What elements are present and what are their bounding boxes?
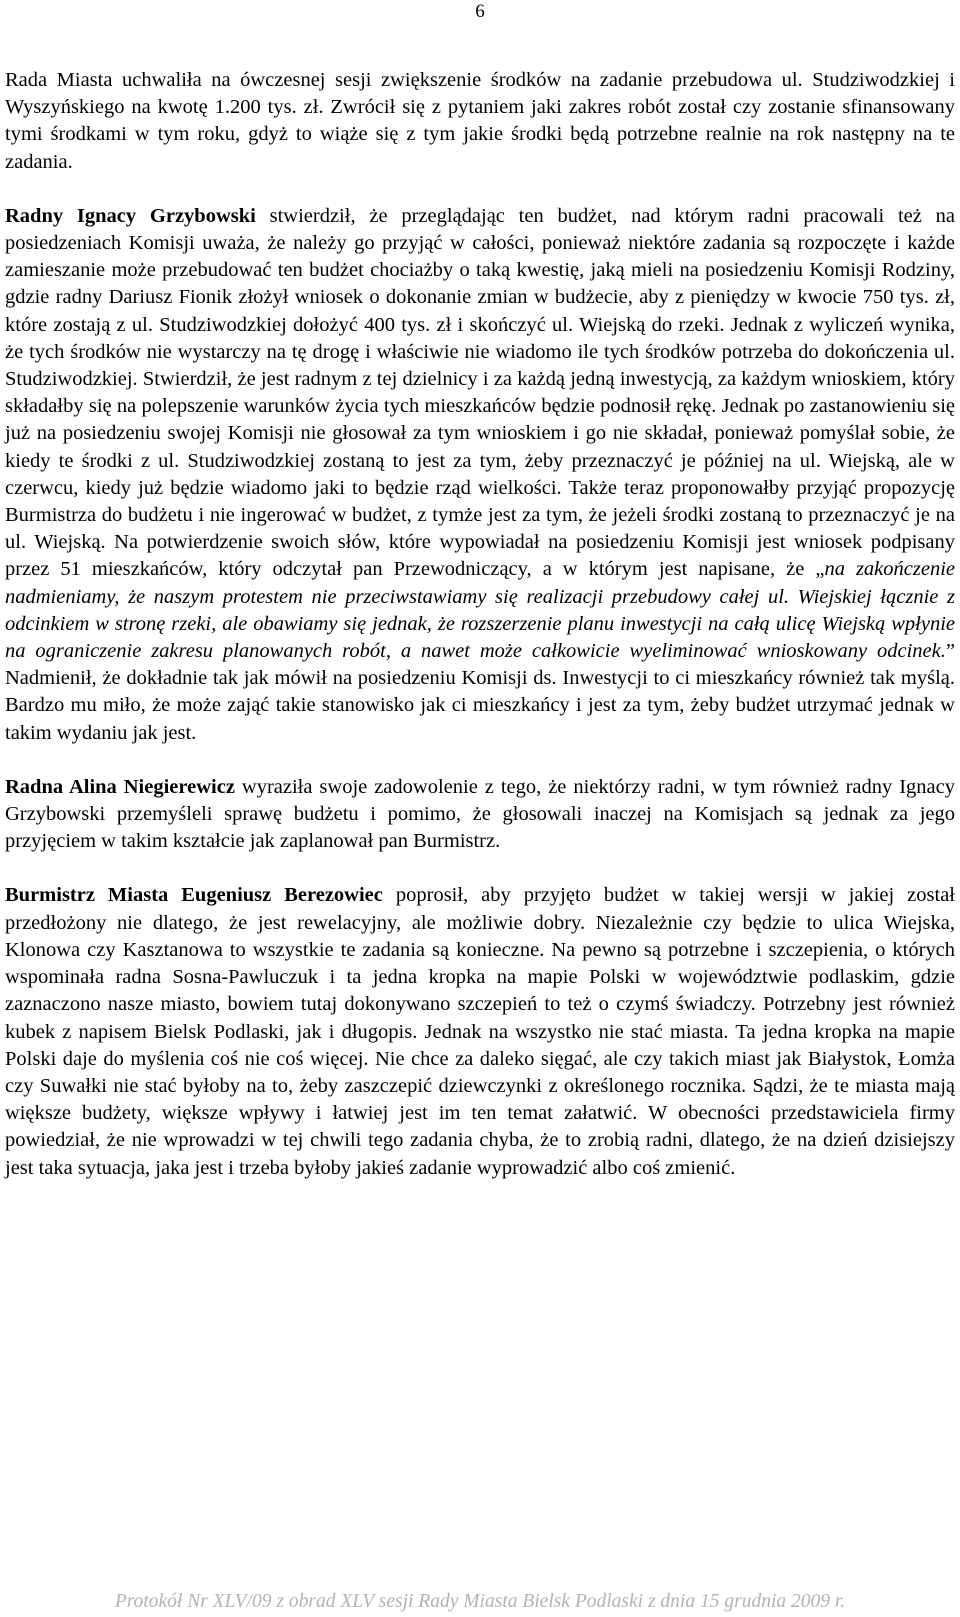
page-footer: Protokół Nr XLV/09 z obrad XLV sesji Rady Miasta Bielsk Podlaski z dnia 15 grudnia 2009 r. [114, 1591, 846, 1612]
paragraph-berezowiec [5, 882, 955, 1181]
document-body [5, 67, 955, 1182]
petition-quote: na zakończenie nadmieniamy, że naszym protestem nie przeciwstawiamy się realizacji przebudowy całej ul. Wiejskiej łącznie z odcinkiem w stronę rzeki, ale obawiamy się jednak, że rozszerzenie planu inwestycji na całą ulicę Wiejską wpłynie na ograniczenie zakresu planowanych robót, a nawet może całkowicie wyeliminować wnioskowany odcinek. [5, 558, 956, 663]
paragraph-text: Rada Miasta uchwaliła na ówczesnej sesji zwiększenie środków na zadanie przebudowa ul. Studziwodzkiej i Wyszyńskiego na kwotę 1.200 tys. zł. Zwrócił się z pytaniem jaki zakres robót został czy zostanie sfinansowany tymi środkami w tym roku, gdyż to wiąże się z tym jakie środki będą potrzebne realnie na rok następny na te zadania. [5, 69, 955, 173]
paragraph-text: poprosił, aby przyjęto budżet w takiej wersji w jakiej został przedłożony nie dlatego, że jest rewelacyjny, ale możliwie dobry. Niezależnie czy będzie to ulica Wiejska, Klonowa czy Kasztanowa to wszystkie te zadania są konieczne. Na pewno są potrzebne i szczepienia, o których wspominała radna Sosna-Pawluczuk i ta jedna kropka na mapie Polski w województwie podlaskim, gdzie zaznaczono nasze miasto, bowiem tutaj dokonywano szczepień to też o czymś świadczy. Potrzebny jest również kubek z napisem Bielsk Podlaski, jak i długopis. Jednak na wszystko nie stać miasta. Ta jedna kropka na mapie Polski daje do myślenia coś nie coś więcej. Nie chce za daleko sięgać, ale czy takich miast jak Białystok, Łomża czy Suwałki nie stać byłoby na to, żeby zaszczepić dziewczynki z określonego rocznika. Sądzi, że te miasta mają większe budżety, większe wpływy i łatwiej jest im ten temat załatwić. W obecności przedstawiciela firmy powiedział, że nie wprowadzi w tej chwili tego zadania chyba, że to zrobią radni, dlatego, że na dzień dzisiejszy jest taka sytuacja, jaka jest i trzeba byłoby jakieś zadanie wyprowadzić albo coś zmienić. [5, 884, 955, 1179]
speaker-name: Burmistrz Miasta Eugeniusz Berezowiec [5, 884, 383, 907]
paragraph-text: stwierdził, że przeglądając ten budżet, nad którym radni pracowali też na posiedzeniach Komisji uważa, że należy go przyjąć w całości, ponieważ niektóre zadania są rozpoczęte i każde zamieszanie może przebudować ten budżet chociażby o taką kwestię, jaką mieli na posiedzeniu Komisji Rodziny, gdzie radny Dariusz Fionik złożył wniosek o dokonanie zmian w budżecie, aby z pieniędzy w kwocie 750 tys. zł, które zostają z ul. Studziwodzkiej dołożyć 400 tys. zł i skończyć ul. Wiejską do rzeki. Jednak z wyliczeń wynika, że tych środków nie wystarczy na tę drogę i właściwie nie wiadomo ile tych środków potrzeba do dokończenia ul. Studziwodzkiej. Stwierdził, że jest radnym z tej dzielnicy i za każdą jedną inwestycją, za każdym wnioskiem, który składałby się na polepszenie warunków życia tych mieszkańców będzie podnosił rękę. Jednak po zastanowieniu się już na posiedzeniu swojej Komisji nie głosował za tym wnioskiem i go nie składał, ponieważ pomyślał sobie, że kiedy te środki z ul. Studziwodzkiej zostaną to jest za tym, żeby przeznaczyć je później na ul. Wiejską, ale w czerwcu, kiedy już będzie wiadomo jaki to będzie rząd wielkości. Także teraz proponowałby przyjąć propozycję Burmistrza do budżetu i nie ingerować w budżet, z tymże jest za tym, że jeżeli środki zostaną to przeznaczyć je na ul. Wiejską. Na potwierdzenie swoich słów, które wypowiadał na posiedzeniu Komisji jest wniosek podpisany przez 51 mieszkańców, który odczytał pan Przewodniczący, a w którym jest napisane, że „ [5, 204, 955, 581]
paragraph-budget-question [5, 67, 955, 176]
speaker-name: Radny Ignacy Grzybowski [5, 204, 256, 227]
paragraph-text-continued: ” Nadmienił, że dokładnie tak jak mówił na posiedzeniu Komisji ds. Inwestycji to ci mieszkańcy również tak myślą. Bardzo mu miło, że może zająć takie stanowisko jak ci mieszkańcy i jest za tym, żeby budżet utrzymać jednak w takim wydaniu jak jest. [5, 640, 955, 744]
paragraph-niegierewicz [5, 774, 955, 856]
speaker-name: Radna Alina Niegierewicz [5, 775, 235, 798]
page-number: 6 [475, 1, 485, 22]
paragraph-grzybowski [5, 203, 955, 747]
paragraph-text: wyraziła swoje zadowolenie z tego, że niektórzy radni, w tym również radny Ignacy Grzybowski przemyśleli sprawę budżetu i pomimo, że głosowali inaczej na Komisjach są jednak za jego przyjęciem w takim kształcie jak zaplanował pan Burmistrz. [5, 775, 955, 853]
